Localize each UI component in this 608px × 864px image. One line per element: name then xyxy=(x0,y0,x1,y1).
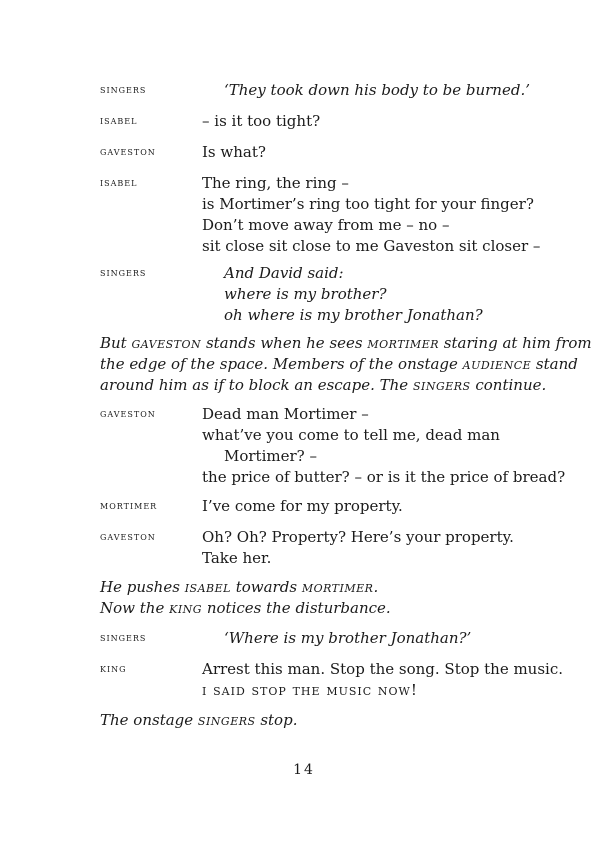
stage-line: Now the king notices the disturbance. xyxy=(100,599,391,617)
speaker-name: isabel xyxy=(100,175,138,189)
page-number: 14 xyxy=(293,762,315,778)
dialogue-line-shout: i said stop the music now! xyxy=(202,681,418,699)
stage-line: The onstage singers stop. xyxy=(100,711,298,729)
song-line: oh where is my brother Jonathan? xyxy=(224,306,483,324)
speaker-name: singers xyxy=(100,630,147,644)
song-line: ‘Where is my brother Jonathan?’ xyxy=(224,629,472,647)
stage-line: around him as if to block an escape. The singers continue. xyxy=(100,376,547,394)
dialogue-line: Oh? Oh? Property? Here’s your property. xyxy=(202,528,514,546)
speaker-name: mortimer xyxy=(100,498,158,512)
stage-line: But gaveston stands when he sees mortimer staring at him from xyxy=(100,334,592,352)
stage-direction-2 xyxy=(100,577,540,619)
speaker-name: singers xyxy=(100,265,147,279)
speaker-name: singers xyxy=(100,82,147,96)
song-line: And David said: xyxy=(224,264,344,282)
dialogue-line: Mortimer? – xyxy=(224,447,317,465)
dialogue-line: – is it too tight? xyxy=(202,112,321,130)
stage-direction-1 xyxy=(100,333,592,396)
speaker-name: gaveston xyxy=(100,144,156,158)
dialogue-line: I’ve come for my property. xyxy=(202,497,403,515)
dialogue-line: Is what? xyxy=(202,143,266,161)
speaker-name: isabel xyxy=(100,113,138,127)
dialogue-line: Take her. xyxy=(202,549,272,567)
dialogue-line: Dead man Mortimer – xyxy=(202,405,369,423)
stage-line: He pushes isabel towards mortimer. xyxy=(100,578,379,596)
song-line: where is my brother? xyxy=(224,285,387,303)
dialogue-line: sit close sit close to me Gaveston sit closer – xyxy=(202,237,541,255)
dialogue-line: The ring, the ring – xyxy=(202,174,349,192)
dialogue-line: Don’t move away from me – no – xyxy=(202,216,450,234)
dialogue-line: Arrest this man. Stop the song. Stop the music. xyxy=(202,660,564,678)
dialogue-line: the price of butter? – or is it the price of bread? xyxy=(202,468,566,486)
stage-line: the edge of the space. Members of the onstage audience stand xyxy=(100,355,578,373)
song-line: ‘They took down his body to be burned.’ xyxy=(224,81,530,99)
speaker-name: gaveston xyxy=(100,406,156,420)
dialogue-line: is Mortimer’s ring too tight for your finger? xyxy=(202,195,534,213)
dialogue-line: what’ve you come to tell me, dead man xyxy=(202,426,500,444)
stage-direction-3 xyxy=(100,710,540,731)
speaker-name: gaveston xyxy=(100,529,156,543)
speaker-name: king xyxy=(100,661,127,675)
